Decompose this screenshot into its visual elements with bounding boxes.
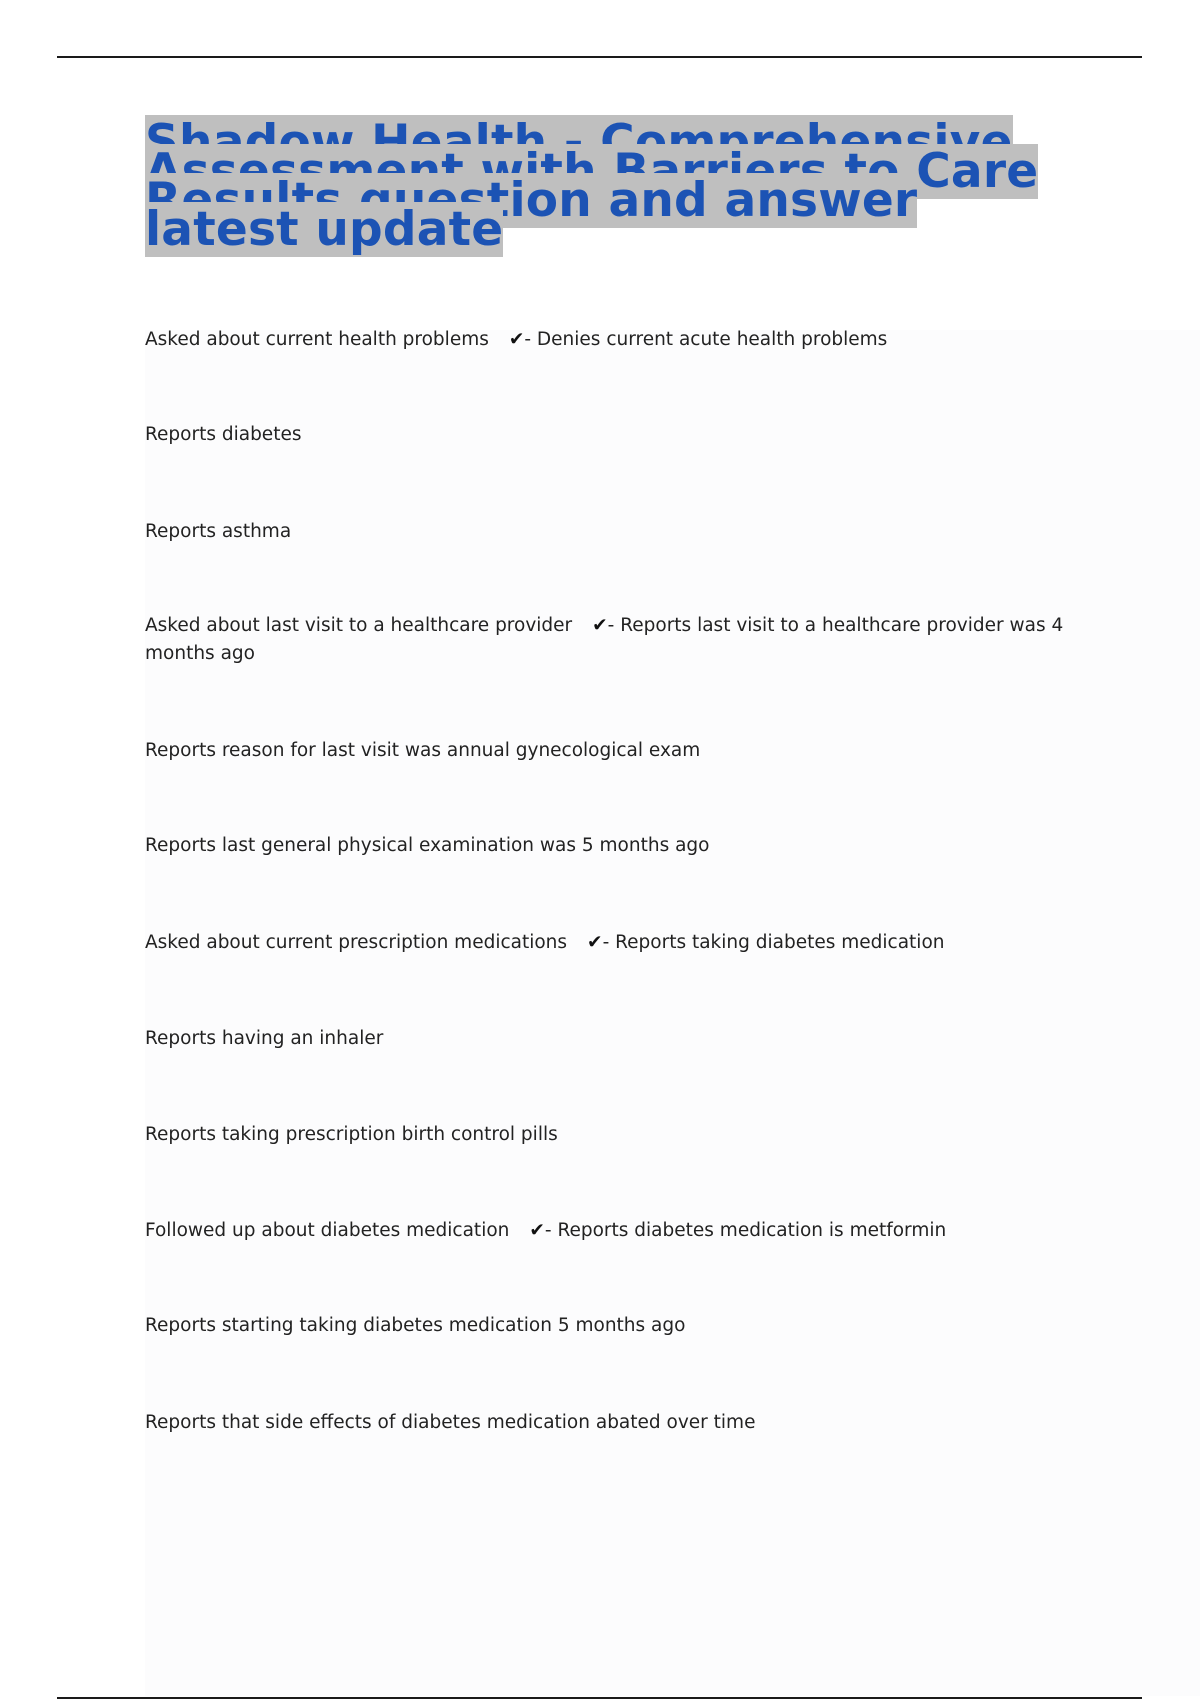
entry-question: Asked about current prescription medications bbox=[145, 932, 568, 953]
entry-answer: - Denies current acute health problems bbox=[524, 329, 888, 350]
qa-entry bbox=[145, 1025, 1065, 1053]
qa-entry bbox=[145, 1121, 1065, 1149]
document-title-text: Shadow Health - Comprehensive Assessment with Barriers to Care Results question and answer latest update bbox=[145, 115, 1039, 257]
top-rule bbox=[57, 56, 1142, 58]
entry-question: Reports that side effects of diabetes medication abated over time bbox=[145, 1412, 756, 1433]
entry-question: Reports taking prescription birth control pills bbox=[145, 1124, 558, 1145]
entry-question: Reports starting taking diabetes medication 5 months ago bbox=[145, 1315, 686, 1336]
check-icon: ✔ bbox=[508, 329, 525, 350]
check-icon: ✔ bbox=[587, 932, 603, 953]
entry-question: Reports asthma bbox=[145, 521, 292, 542]
entry-question: Followed up about diabetes medication bbox=[145, 1220, 510, 1241]
qa-entry bbox=[145, 929, 1065, 957]
entry-question: Reports reason for last visit was annual gynecological exam bbox=[145, 740, 701, 761]
entry-question: Reports last general physical examination was 5 months ago bbox=[145, 835, 710, 856]
qa-entry bbox=[145, 1217, 1065, 1245]
qa-entry bbox=[145, 518, 1065, 546]
qa-entry bbox=[145, 326, 1065, 354]
check-icon: ✔ bbox=[592, 615, 608, 636]
qa-entry bbox=[145, 832, 1065, 860]
entry-question: Reports having an inhaler bbox=[145, 1028, 384, 1049]
qa-entry bbox=[145, 1312, 1065, 1340]
entry-answer: - Reports taking diabetes medication bbox=[602, 932, 945, 953]
qa-entry bbox=[145, 1409, 1065, 1437]
qa-entry bbox=[145, 421, 1065, 449]
qa-entry bbox=[145, 737, 1065, 765]
check-icon: ✔ bbox=[529, 1220, 545, 1241]
entry-question: Reports diabetes bbox=[145, 424, 302, 445]
entry-answer: - Reports last visit to a healthcare provider was 4 months ago bbox=[145, 615, 1064, 664]
entry-question: Asked about last visit to a healthcare provider bbox=[145, 615, 573, 636]
entry-question: Asked about current health problems bbox=[145, 329, 489, 350]
document-title bbox=[145, 115, 1085, 257]
bottom-rule bbox=[57, 1697, 1142, 1699]
qa-entry bbox=[145, 612, 1065, 668]
entry-answer: - Reports diabetes medication is metformin bbox=[544, 1220, 947, 1241]
